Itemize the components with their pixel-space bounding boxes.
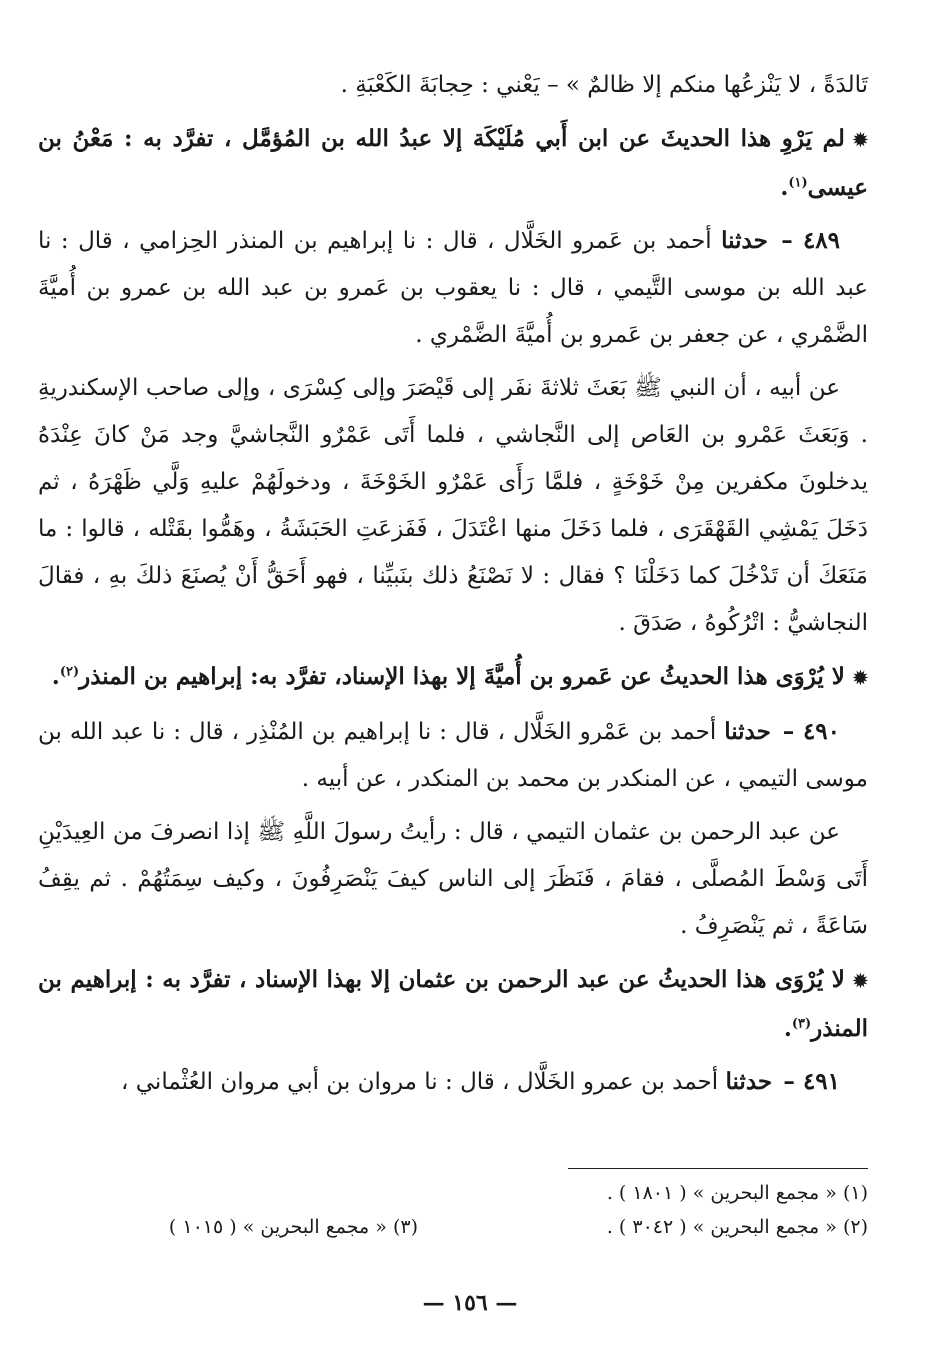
star-icon: ✹ bbox=[852, 971, 868, 992]
hadith-number: ٤٩١ – bbox=[783, 1068, 840, 1095]
commentary-text: لم يَرْوِ هذا الحديثَ عن ابن أَبي مُلَيْكَة إلا عبدُ الله بن المُؤمَّل ، تفرَّد به : مَعْنُ بن عيسى bbox=[38, 125, 868, 201]
paragraph bbox=[38, 809, 868, 950]
commentary-paragraph: ✹لم يَرْوِ هذا الحديثَ عن ابن أَبي مُلَيْكَة إلا عبدُ الله بن المُؤمَّل ، تفرَّد به : مَعْنُ بن عيسى$^{(١)}$. bbox=[38, 125, 868, 201]
hadith-paragraph bbox=[38, 1058, 868, 1106]
footnote-ref: (٣) bbox=[791, 1016, 812, 1032]
paragraph-text: عن عبد الرحمن بن عثمان التيمي ، قال : رأيتُ رسولَ اللَّهِ ﷺ إذا انصرفَ من العِيدَيْنِ أَتَى وَسْطَ المُصلَّى ، فقامَ ، فَنَظَرَ إلى الناس كيفَ يَنْصَرِفُونَ ، وكيف سِمَتُهُمْ . ثم يقِفُ سَاعَةً ، ثم يَنْصَرِفُ . bbox=[38, 819, 868, 939]
hadith-number: ٤٨٩ – bbox=[781, 227, 841, 254]
paragraph bbox=[38, 365, 868, 647]
commentary-text: لا يُرْوَى هذا الحديثُ عن عبد الرحمن بن عثمان إلا بهذا الإسناد ، تفرَّد به : إبراهيم بن المنذر bbox=[38, 966, 868, 1042]
footnote-ref: (١) bbox=[788, 175, 808, 191]
hadith-text: أحمد بن عَمْرو الخَلَّال ، قال : نا إبراهيم بن المُنْذِر ، قال : نا عبد الله بن موسى التيمي ، عن المنكدر بن محمد بن المنكدر ، عن أبيه . bbox=[38, 719, 868, 792]
page-body bbox=[38, 62, 868, 1112]
footnote-1: (١) « مجمع البحرين » ( ١٨٠١ ) . bbox=[606, 1182, 868, 1204]
hadith-text: أحمد بن عمرو الخَلَّال ، قال : نا مروان بن أبي مروان العُثْماني ، bbox=[121, 1069, 719, 1095]
hadith-paragraph bbox=[38, 217, 868, 359]
star-icon: ✹ bbox=[852, 668, 868, 689]
paragraph-text: عن أبيه ، أن النبي ﷺ بَعَثَ ثلاثةَ نفَر إلى قَيْصَرَ وإلى كِسْرَى ، وإلى صاحب الإسكندريةِ . وَبَعَثَ عَمْرو بن العَاص إلى النَّجاشي ، فلما أَتَى عَمْرٌو النَّجاشيَّ وجد مَنْ كانَ عِنْدَهُ يدخلونَ مكفرين مِنْ خَوْخَةٍ ، فلمَّا رَأَى عَمْرٌو الخَوْخَةَ ، ودخولَهُمْ عليهِ وَلَّي ظَهْرَهُ ، ثم دَخَلَ يَمْشِي القَهْقَرَى ، فلما دَخَلَ منها اعْتَدَلَ ، فَفَزعَتِ الحَبَشَةُ ، وهَمُّوا بقَتْله ، قالوا : ما مَنَعَكَ أن تَدْخُلَ كما دَخَلْنَا ؟ فقال : لا نَصْنَعُ ذلك بنَبيِّنا ، فهو أَحَقُّ أَنْ يُصنَعَ ذلكَ بهِ ، فقالَ النجاشيُّ : اتْرُكُوهُ ، صَدَقَ . bbox=[38, 375, 868, 636]
hadith-lead: حدثنا bbox=[725, 1068, 773, 1095]
hadith-number: ٤٩٠ – bbox=[782, 718, 841, 745]
page-number: — ١٥٦ — bbox=[422, 1290, 518, 1316]
hadith-text: أحمد بن عَمرو الخَلَّال ، قال : نا إبراهيم بن المنذر الحِزامي ، قال : نا عبد الله بن موسى التَّيمي ، قال : نا يعقوب بن عَمرو بن عبد الله بن عمرو بن أُميَّةَ الضَّمْري ، عن جعفر بن عَمرو بن أُميَّةَ الضَّمْري . bbox=[38, 228, 868, 348]
commentary-paragraph: ✹لا يُرْوَى هذا الحديثُ عن عبد الرحمن بن عثمان إلا بهذا الإسناد ، تفرَّد به : إبراهيم بن المنذر$^{(٣)}$. bbox=[38, 966, 868, 1042]
footnote-2: (٢) « مجمع البحرين » ( ٣٠٤٢ ) . bbox=[606, 1216, 868, 1238]
paragraph-text: تَالدَةً ، لا يَنْزعُها منكم إلا ظالمٌ » – يَعْني : حِجابَةَ الكَعْبَةِ . bbox=[340, 72, 868, 98]
footnote-divider bbox=[568, 1168, 868, 1169]
commentary-text: لا يُرْوَى هذا الحديثُ عن عَمرو بن أُميَّةَ إلا بهذا الإسناد، تفرَّد به: إبراهيم بن المنذر bbox=[79, 663, 845, 690]
hadith-lead: حدثنا bbox=[724, 718, 771, 745]
footnote-ref: (٢) bbox=[59, 664, 80, 680]
commentary-paragraph: ✹لا يُرْوَى هذا الحديثُ عن عَمرو بن أُميَّةَ إلا بهذا الإسناد، تفرَّد به: إبراهيم بن المنذر$^{(٢)}$. bbox=[51, 663, 868, 690]
hadith-lead: حدثنا bbox=[721, 227, 768, 254]
hadith-paragraph bbox=[38, 708, 868, 803]
paragraph bbox=[38, 62, 868, 109]
star-icon: ✹ bbox=[852, 130, 868, 151]
footnote-3: (٣) « مجمع البحرين » ( ١٠١٥ ) bbox=[168, 1216, 418, 1238]
